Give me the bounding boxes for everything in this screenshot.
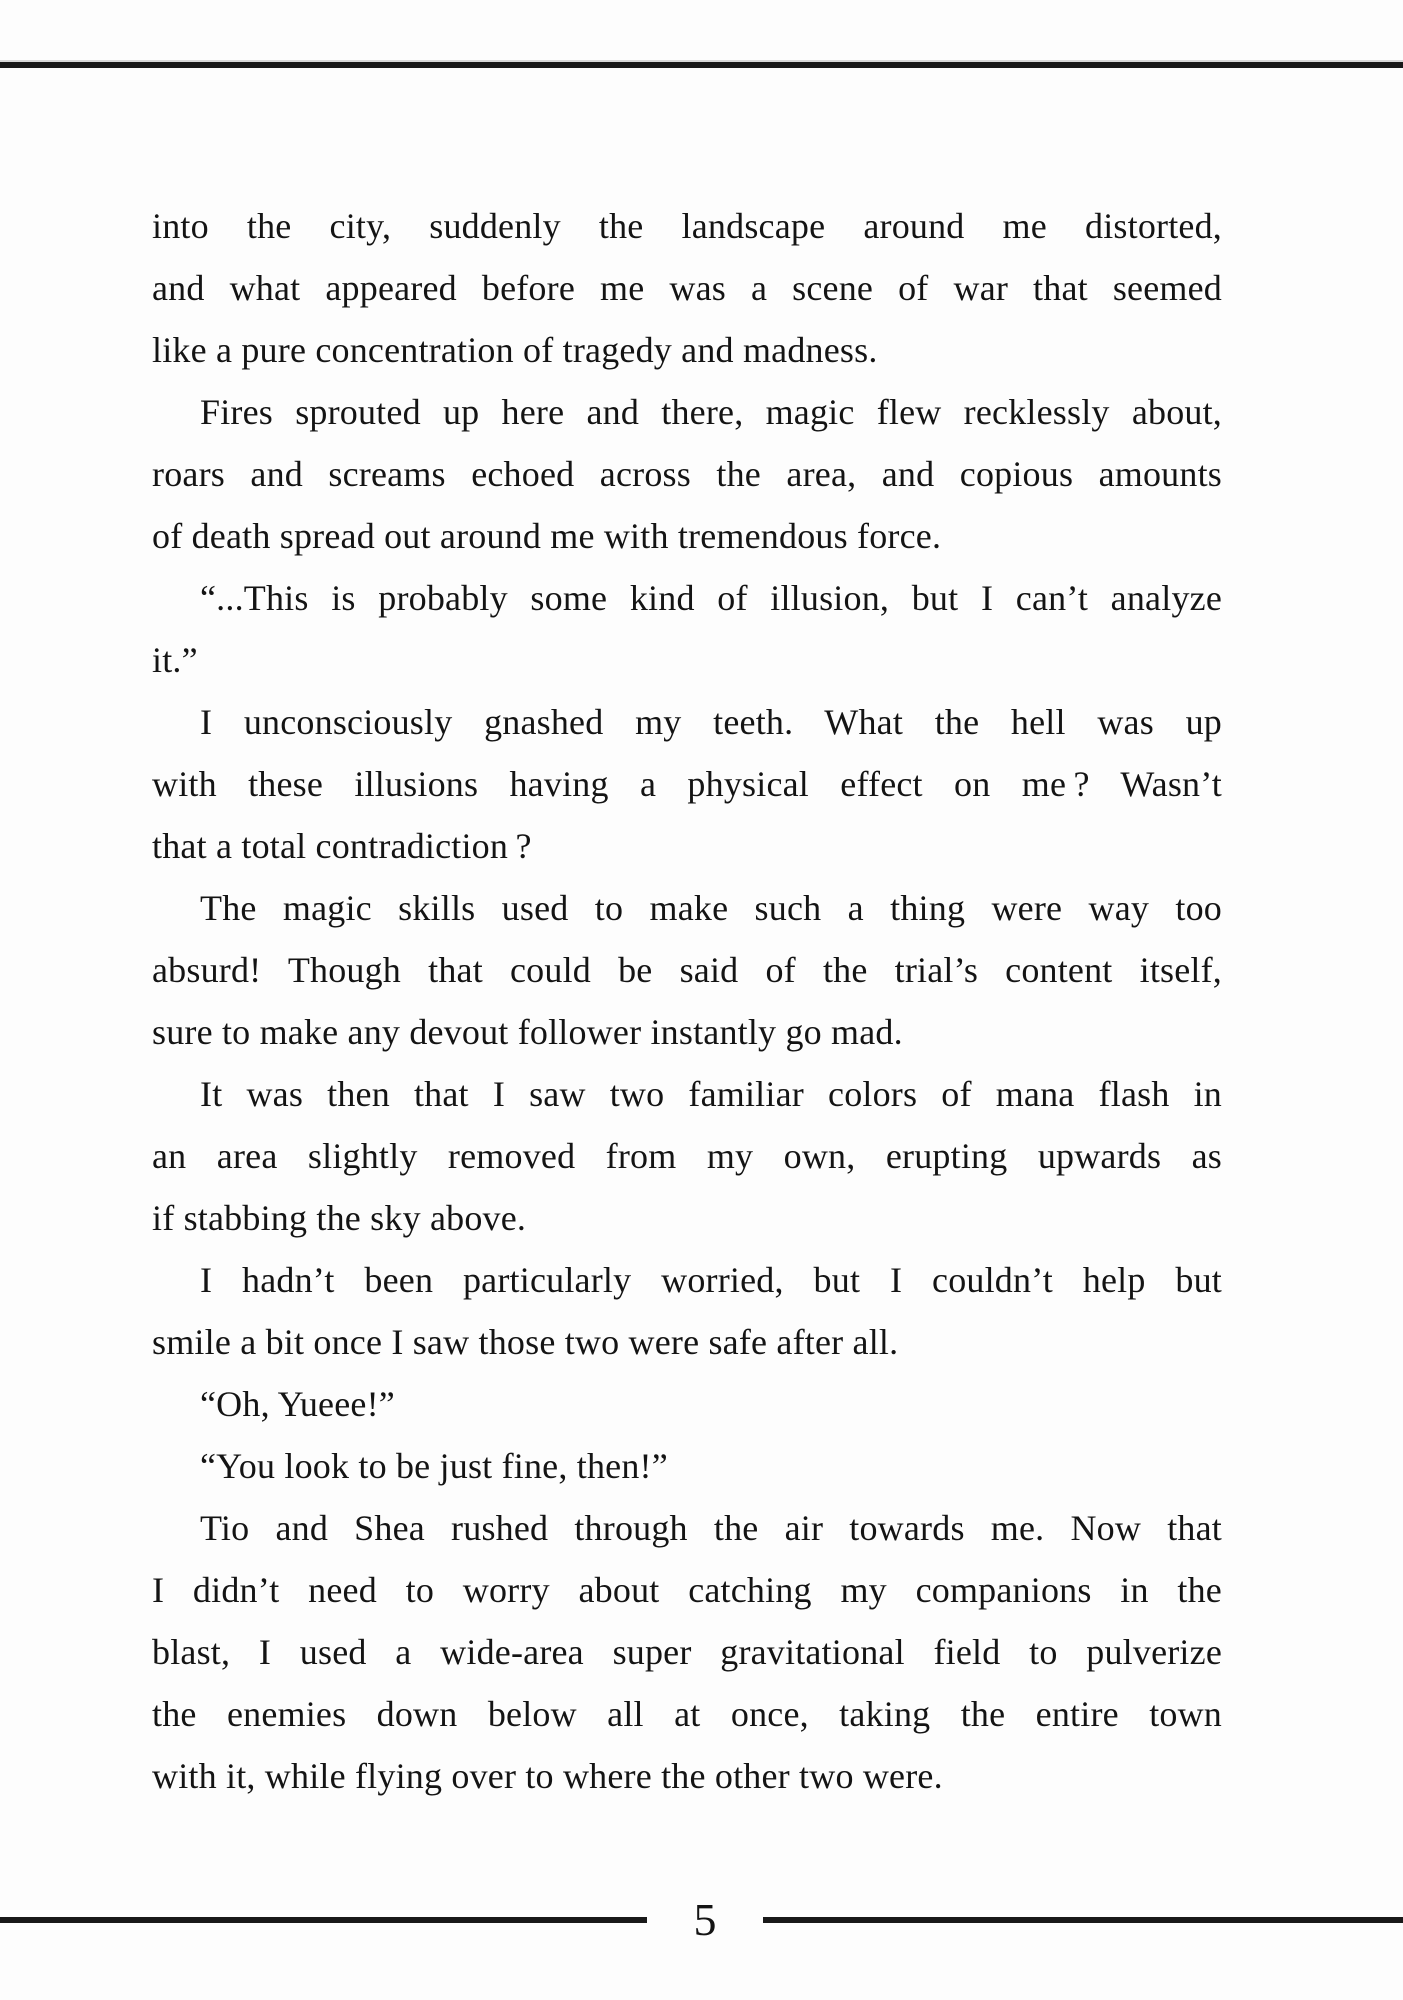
body-text-line: like a pure concentration of tragedy and madness. (152, 330, 878, 370)
body-text-line: that a total contradiction ? (152, 826, 532, 866)
body-text-line: with it, while flying over to where the other two were. (152, 1756, 943, 1796)
body-text-line: “You look to be just fine, then!” (200, 1446, 668, 1486)
top-rule (0, 60, 1403, 68)
body-text-line: It was then that I saw two familiar colors of mana flash in (200, 1074, 1222, 1114)
body-text-line: sure to make any devout follower instantly go mad. (152, 1012, 903, 1052)
body-text-line: smile a bit once I saw those two were safe after all. (152, 1322, 899, 1362)
paragraph (152, 1497, 1222, 1807)
body-text-line: of death spread out around me with tremendous force. (152, 516, 942, 556)
page-footer (0, 1894, 1403, 1946)
paragraph (152, 195, 1222, 381)
footer-rule-left (0, 1917, 647, 1923)
page-number: 5 (693, 1894, 717, 1945)
body-text-line: blast, I used a wide-area super gravitational field to pulverize (152, 1632, 1222, 1672)
paragraph (152, 1373, 1222, 1435)
paragraph (152, 1249, 1222, 1373)
paragraph (152, 877, 1222, 1063)
body-text-line: if stabbing the sky above. (152, 1198, 527, 1238)
body-text-line: Tio and Shea rushed through the air towards me. Now that (200, 1508, 1222, 1548)
paragraph (152, 1063, 1222, 1249)
body-text-line: the enemies down below all at once, taking the entire town (152, 1694, 1222, 1734)
body-text-line: absurd! Though that could be said of the trial’s content itself, (152, 950, 1222, 990)
body-text-line: Fires sprouted up here and there, magic flew recklessly about, (200, 392, 1222, 432)
text-block (152, 195, 1222, 1807)
body-text-line: an area slightly removed from my own, erupting upwards as (152, 1136, 1222, 1176)
paragraph (152, 691, 1222, 877)
body-text-line: and what appeared before me was a scene of war that seemed (152, 268, 1222, 308)
body-text-line: I unconsciously gnashed my teeth. What the hell was up (200, 702, 1222, 742)
body-text-line: I didn’t need to worry about catching my companions in the (152, 1570, 1222, 1610)
paragraph (152, 381, 1222, 567)
paragraph (152, 1435, 1222, 1497)
body-text-line: it.” (152, 640, 198, 680)
body-text-line: “Oh, Yueee!” (200, 1384, 395, 1424)
body-text-line: roars and screams echoed across the area, and copious amounts (152, 454, 1222, 494)
paragraph (152, 567, 1222, 691)
body-text-line: “...This is probably some kind of illusion, but I can’t analyze (200, 578, 1222, 618)
body-text-line: I hadn’t been particularly worried, but I couldn’t help but (200, 1260, 1222, 1300)
footer-rule-right (763, 1917, 1403, 1923)
body-text-line: into the city, suddenly the landscape around me distorted, (152, 206, 1222, 246)
body-text-line: with these illusions having a physical effect on me ? Wasn’t (152, 764, 1222, 804)
body-text-line: The magic skills used to make such a thing were way too (200, 888, 1222, 928)
